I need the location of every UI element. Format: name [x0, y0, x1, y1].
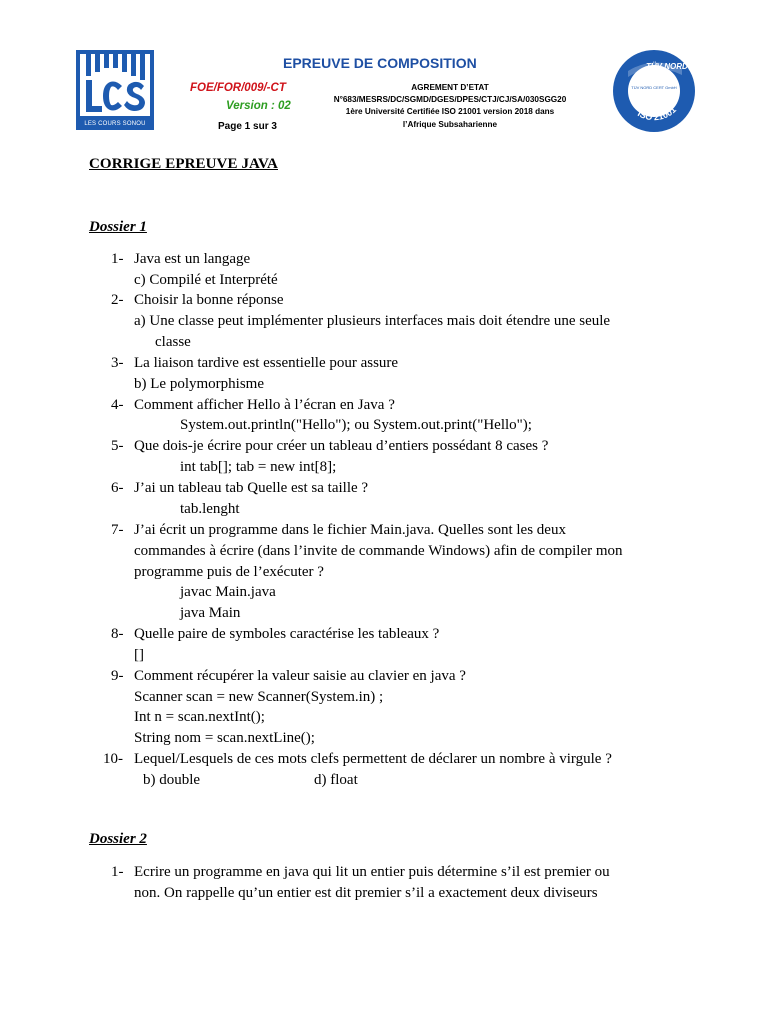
answer-text: System.out.println("Hello"); ou System.out.print("Hello"); [180, 417, 532, 433]
version-label: Version : 02 [226, 100, 291, 112]
tuv-top-text: TÜV NORD [646, 62, 688, 71]
question-number: 2- [111, 292, 124, 308]
answer-text: String nom = scan.nextLine(); [134, 730, 315, 746]
question-text: Choisir la bonne réponse [134, 292, 284, 308]
agreement-block [305, 82, 595, 131]
question-number: 3- [111, 355, 124, 371]
section-heading-dossier-2: Dossier 2 [89, 831, 147, 847]
question-number: 4- [111, 397, 124, 413]
logo-caption: LES COURS SONOU [84, 121, 146, 127]
question-text: Lequel/Lesquels de ces mots clefs permettent de déclarer un nombre à virgule ? [134, 751, 612, 767]
answer-text: tab.lenght [180, 501, 240, 517]
question-text: commandes à écrire (dans l’invite de commande Windows) afin de compiler mon [134, 543, 623, 559]
question-number: 9- [111, 668, 124, 684]
answer-text: b) double [143, 772, 201, 788]
section-heading-dossier-1: Dossier 1 [89, 219, 147, 235]
tuv-iso-seal-icon [612, 49, 696, 133]
answer-text: javac Main.java [180, 584, 276, 600]
answer-text: c) Compilé et Interprété [134, 272, 278, 288]
certification-line: l’Afrique Subsaharienne [402, 119, 498, 129]
question-number: 6- [111, 480, 124, 496]
answer-text: [] [134, 647, 144, 663]
question-text: J’ai écrit un programme dans le fichier Main.java. Quelles sont les deux [134, 522, 566, 538]
agreement-number: N°683/MESRS/DC/SGMD/DGES/DPES/CTJ/CJ/SA/030SGG20 [333, 95, 567, 105]
document-title: CORRIGE EPREUVE JAVA [89, 156, 278, 172]
answer-text: classe [155, 334, 191, 350]
exam-header-title: EPREUVE DE COMPOSITION [283, 55, 477, 71]
tuv-mid-text: TÜV NORD CERT GmbH [631, 85, 677, 90]
question-text: Que dois-je écrire pour créer un tableau d’entiers possédant 8 cases ? [134, 438, 549, 454]
question-text: La liaison tardive est essentielle pour assure [134, 355, 399, 371]
iso-text: ISO 21001 [636, 104, 679, 123]
answer-text: b) Le polymorphisme [134, 376, 264, 392]
certification-line: 1ère Université Certifiée ISO 21001 version 2018 dans [345, 107, 555, 117]
question-text: Comment récupérer la valeur saisie au clavier en java ? [134, 668, 466, 684]
answer-text: java Main [180, 605, 241, 621]
question-text: Ecrire un programme en java qui lit un entier puis détermine s’il est premier ou [134, 864, 610, 880]
question-text: Quelle paire de symboles caractérise les tableaux ? [134, 626, 440, 642]
answer-text: Scanner scan = new Scanner(System.in) ; [134, 689, 384, 705]
question-text: Java est un langage [134, 251, 251, 267]
answer-text: a) Une classe peut implémenter plusieurs interfaces mais doit étendre une seule [134, 313, 611, 329]
lcs-logo [76, 50, 154, 130]
question-number: 10- [103, 751, 123, 767]
answer-text: int tab[]; tab = new int[8]; [180, 459, 337, 475]
page-number: Page 1 sur 3 [218, 121, 277, 132]
form-reference: FOE/FOR/009/-CT [190, 82, 286, 94]
question-number: 5- [111, 438, 124, 454]
question-text: programme puis de l’exécuter ? [134, 564, 324, 580]
answer-text: Int n = scan.nextInt(); [134, 709, 265, 725]
question-number: 7- [111, 522, 124, 538]
question-text: J’ai un tableau tab Quelle est sa taille ? [134, 480, 369, 496]
question-text: non. On rappelle qu’un entier est dit premier s’il a exactement deux diviseurs [134, 885, 598, 901]
question-number: 1- [111, 251, 124, 267]
question-text: Comment afficher Hello à l’écran en Java ? [134, 397, 395, 413]
question-number: 8- [111, 626, 124, 642]
answer-text: d) float [314, 772, 358, 788]
agreement-title: AGREMENT D’ETAT [411, 83, 489, 92]
question-number: 1- [111, 864, 124, 880]
